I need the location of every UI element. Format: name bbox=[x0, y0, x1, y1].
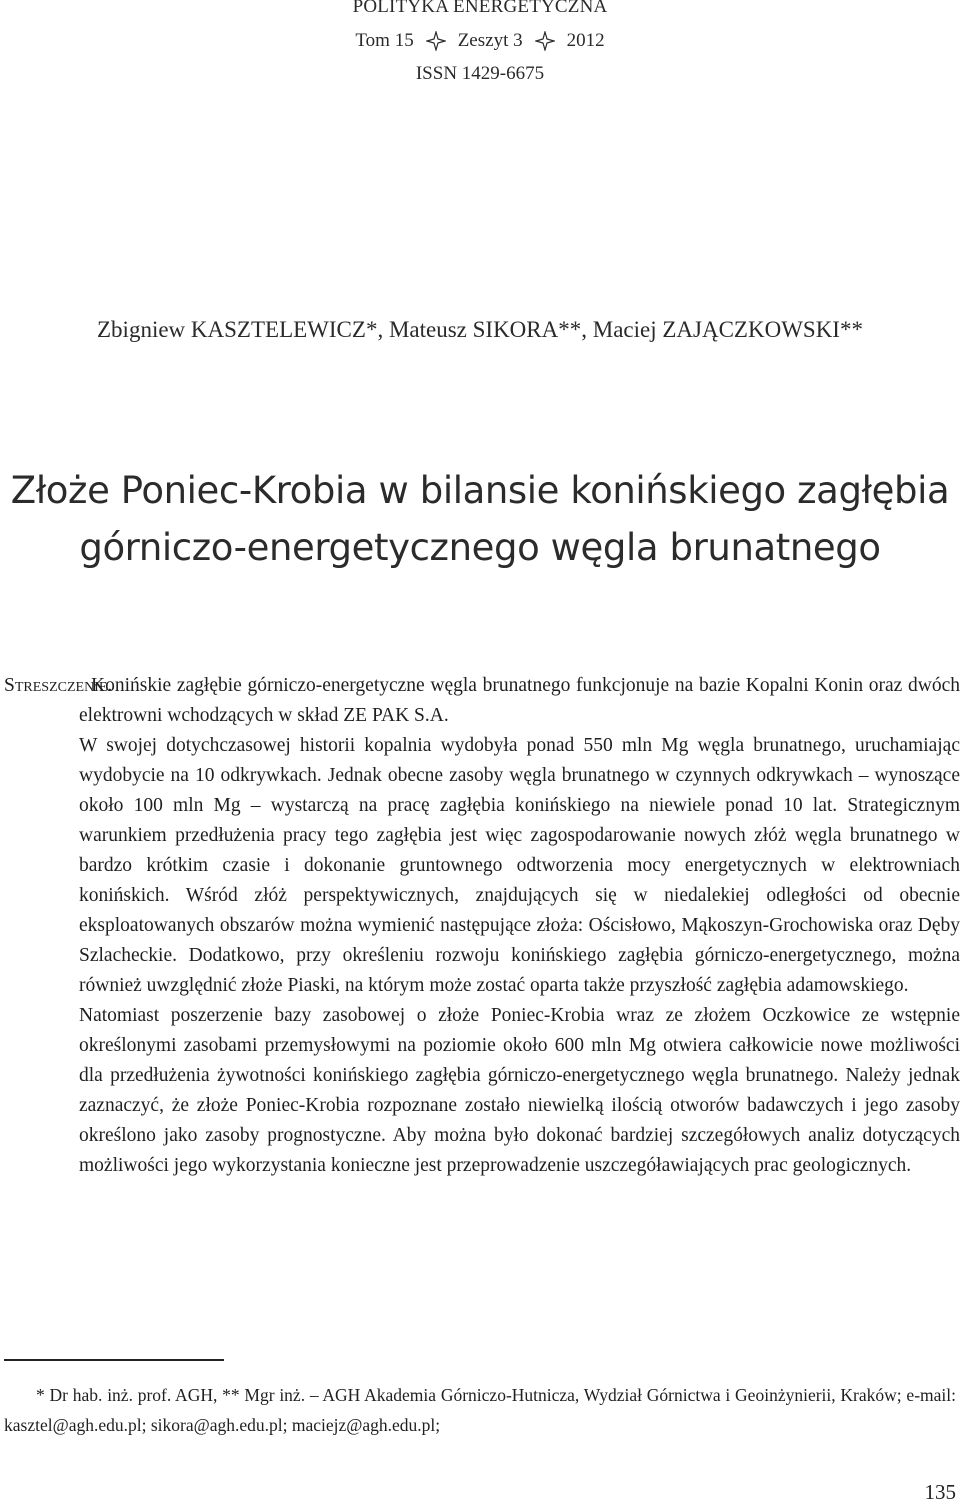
abstract bbox=[4, 671, 960, 1181]
journal-issn: ISSN 1429-6675 bbox=[415, 63, 545, 84]
abstract-paragraph: Konińskie zagłębie górniczo-energetyczne węgla brunatnego funkcjonuje na bazie Kopalni Konin oraz dwóch elektrowni wchodzących w skład ZE PAK S.A. bbox=[79, 675, 960, 726]
abstract-label: Streszczenie. bbox=[4, 675, 113, 696]
journal-year: 2012 bbox=[566, 30, 605, 51]
author-list: Zbigniew KASZTELEWICZ*, Mateusz SIKORA**, Maciej ZAJĄCZKOWSKI** bbox=[97, 317, 863, 342]
paper-title-line-1: Złoże Poniec-Krobia w bilansie konińskiego zagłębia bbox=[10, 469, 950, 512]
page-number: 135 bbox=[924, 1480, 956, 1504]
journal-issue-line bbox=[0, 30, 960, 52]
journal-issue: Zeszyt 3 bbox=[457, 30, 523, 51]
abstract-paragraph: W swojej dotychczasowej historii kopalnia wydobyła ponad 550 mln Mg węgla brunatnego, uruchamiając wydobycie na 10 odkrywkach. Jednak obecne zasoby węgla brunatnego w czynnych odkrywkach – wynoszące około 100 mln Mg – wystarczą na pracę zagłębia konińskiego na niewiele ponad 10 lat. Strategicznym warunkiem przedłużenia pracy tego zagłębia jest więc zagospodarowanie nowych złóż węgla brunatnego w bardzo krótkim czasie i dokonanie gruntownego odtworzenia mocy energetycznych w elektrowniach konińskich. Wśród złóż perspektywicznych, znajdujących się w niedalekiej odległości od obecnie eksploatowanych obszarów można wymienić następujące złoża: Ościsłowo, Mąkoszyn-Grochowiska oraz Dęby Szlacheckie. Dodatkowo, przy określeniu rozwoju konińskiego zagłębia górniczo-energetycznego, można również uwzględnić złoże Piaski, na którym może zostać oparta także przyszłość zagłębia adamowskiego. bbox=[79, 735, 960, 996]
footnote-divider bbox=[4, 1359, 224, 1361]
author-affiliation-note: * Dr hab. inż. prof. AGH, ** Mgr inż. – AGH Akademia Górniczo-Hutnicza, Wydział Górnictwa i Geoinżynierii, Kraków; e-mail: kasztel@agh.edu.pl; sikora@agh.edu.pl; maciejz@agh.edu.pl; bbox=[4, 1385, 956, 1435]
author-name: Zbigniew KASZTELEWICZ* bbox=[97, 317, 378, 342]
journal-name: POLITYKA ENERGETYCZNA bbox=[352, 0, 608, 17]
author-name: Mateusz SIKORA** bbox=[388, 317, 582, 342]
paper-title bbox=[0, 462, 960, 576]
four-point-star-icon bbox=[426, 31, 446, 51]
four-point-star-icon bbox=[535, 31, 555, 51]
footnote bbox=[4, 1380, 956, 1440]
paper-title-line-2: górniczo-energetycznego węgla brunatnego bbox=[79, 526, 881, 569]
abstract-paragraph: Natomiast poszerzenie bazy zasobowej o złoże Poniec-Krobia wraz ze złożem Oczkowice ze wstępnie określonymi zasobami przemysłowymi na poziomie około 600 mln Mg otwiera całkowicie nowe możliwości dla przedłużenia żywotności konińskiego zagłębia górniczo-energetycznego węgla brunatnego. Należy jednak zaznaczyć, że złoże Poniec-Krobia rozpoznane zostało niewielką ilością otworów badawczych i jego zasoby określono jako zasoby prognostyczne. Aby można było dokonać bardziej szczegółowych analiz dotyczących możliwości jego wykorzystania konieczne jest przeprowadzenie uszczegóławiających prac geologicznych. bbox=[79, 1005, 960, 1176]
author-name: Maciej ZAJĄCZKOWSKI** bbox=[592, 317, 863, 342]
journal-volume: Tom 15 bbox=[355, 30, 414, 51]
